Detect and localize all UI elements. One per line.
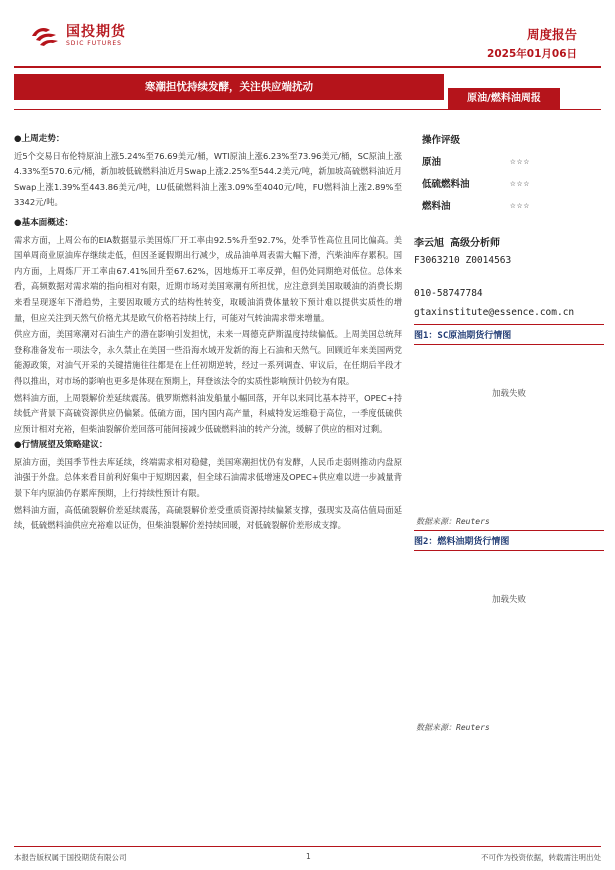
star-rating-icon: ☆☆☆ [510,177,531,189]
sidebar [414,132,604,736]
title-divider [14,109,601,110]
rating-row [422,172,604,194]
section-outlook [14,438,402,534]
star-rating-icon: ☆☆☆ [510,199,531,211]
logo-en-text: SDIC FUTURES [66,40,122,47]
rating-label: 燃料油 [422,201,451,212]
figure-title: 图1：SC原油期货行情图 [414,324,604,345]
rating-heading: 操作评级 [422,135,461,146]
category-tag: 原油/燃料油周报 [448,88,560,110]
paragraph: 近5个交易日布伦特原油上涨5.24%至76.69美元/桶，WTI原油上涨6.23%至73.96美元/桶，SC原油上涨4.33%至570.6元/桶，新加坡低硫燃料油近月Swap上涨2.25%至544.2美元/吨，新加坡高硫燃料油近月Swap上涨1.39%至443.86美元/吨，LU低硫燃料油上涨3.09%至4040元/吨，FU燃料油上涨2.89%至3342元/吨。 [14,150,402,208]
figure-1 [414,324,604,530]
figure-placeholder [414,551,604,719]
paragraph: 供应方面，美国寒潮对石油生产的潜在影响引发担忧，未来一周德克萨斯温度持续偏低。上周美国总统拜登称准备发布一项法令，永久禁止在美国一些沿海水域开发新的海上石油和天然气。回顾近年来美国两党能源政策，对油气开采的关键措施往往都是在上任初期逆转，经过一系列调查、审议后，在任期后半段才得以推出，对市场的影响也更多是体现在预期上，拜登该法令的实质性影响预计仍较为有限。 [14,329,402,386]
main-content [14,132,402,535]
section-heading: ●行情展望及策略建议： [14,440,108,451]
company-logo [30,24,126,48]
logo-emblem-icon [30,24,60,48]
figure-load-failed-text: 加载失败 [491,595,526,605]
section-fundamentals [14,216,402,437]
rating-row [422,194,604,216]
section-last-week [14,132,402,211]
figure-source: 数据来源：Reuters [416,517,490,526]
paragraph: 原油方面，美国季节性去库延续，终端需求相对稳健，美国寒潮担忧仍有发酵，人民币走弱则推动内盘原油强于外盘。总体来看目前利好集中于短期因素，但全球石油需求低增速及OPEC+供应难以进一步减量背景下年内原油仍存累库预期，上行持续性预计有限。 [14,456,402,499]
analyst-name: 李云旭 高级分析师 [414,238,501,249]
paragraph: 燃料油方面，高低硫裂解价差延续震荡，高硫裂解价差受重质资源持续偏紧支撑，强现实及高估值局面延续，低硫燃料油供应充裕难以证伪，但柴油裂解价差持续回暖，对低硫裂解价差形成支撑。 [14,504,402,531]
footer-copyright: 本报告版权属于国投期货有限公司 [14,853,127,862]
figure-placeholder [414,345,604,513]
figure-load-failed-text: 加载失败 [491,389,526,399]
section-heading: ●上周走势： [14,134,65,144]
analyst-email: gtaxinstitute@essence.com.cn [414,307,575,318]
report-date: 2025年01月06日 [487,48,577,60]
analyst-phone: 010-58747784 [414,288,483,299]
header-divider [14,66,601,68]
footer-disclaimer: 不可作为投资依据，转载需注明出处 [481,853,601,862]
figure-2 [414,530,604,736]
report-type: 周度报告 [526,27,577,42]
rating-label: 原油 [422,157,442,168]
logo-cn-text: 国投期货 [66,24,126,40]
paragraph: 需求方面，上周公布的EIA数据显示美国炼厂开工率由92.5%升至92.7%，处季节性高位且同比偏高。美国单周商业原油库存继续走低，但因圣诞假期出行减少，成品油单周表需大幅下滑，汽柴油库存累积。国内方面，上周炼厂开工率由67.41%回升至67.62%，因地炼开工率反弹，但仍处同期绝对低位。总体来看，高频数据对需求端的指向相对有限，近期市场对美国寒潮有所担忧，应注意到美国取暖油的消费长期来看呈现逐年下滑趋势，主要因取暖方式的结构性转变，取暖油消费体量较下预计难以提供实质性的增量，但应关注到天然气价格尤其是欧气价格若持续上行，可能对气转油需求带来增量。 [14,234,402,323]
paragraph: 燃料油方面，上周裂解价差延续震荡。俄罗斯燃料油发船量小幅回落，开年以来同比基本持平，OPEC+持续低产背景下高硫资源供应仍偏紧。低硫方面，国内国内高产量，科威特发运维稳于高位，一季度低硫供应预计相对充裕，但柴油裂解价差回落可能间接减少低硫燃料油的转产分流，缓解了供应的相对过剩。 [14,392,402,434]
figure-source: 数据来源：Reuters [416,723,490,732]
page-number: 1 [306,852,311,861]
figure-title: 图2：燃料油期货行情图 [414,530,604,551]
rating-row [422,150,604,172]
rating-label: 低硫燃料油 [422,179,470,190]
section-heading: ●基本面概述： [14,217,74,228]
rating-box [414,132,604,216]
star-rating-icon: ☆☆☆ [510,155,531,167]
footer-divider [14,846,601,847]
report-title: 寒潮担忧持续发酵，关注供应端扰动 [14,74,444,100]
analyst-cert: F3063210 Z0014563 [414,255,512,266]
